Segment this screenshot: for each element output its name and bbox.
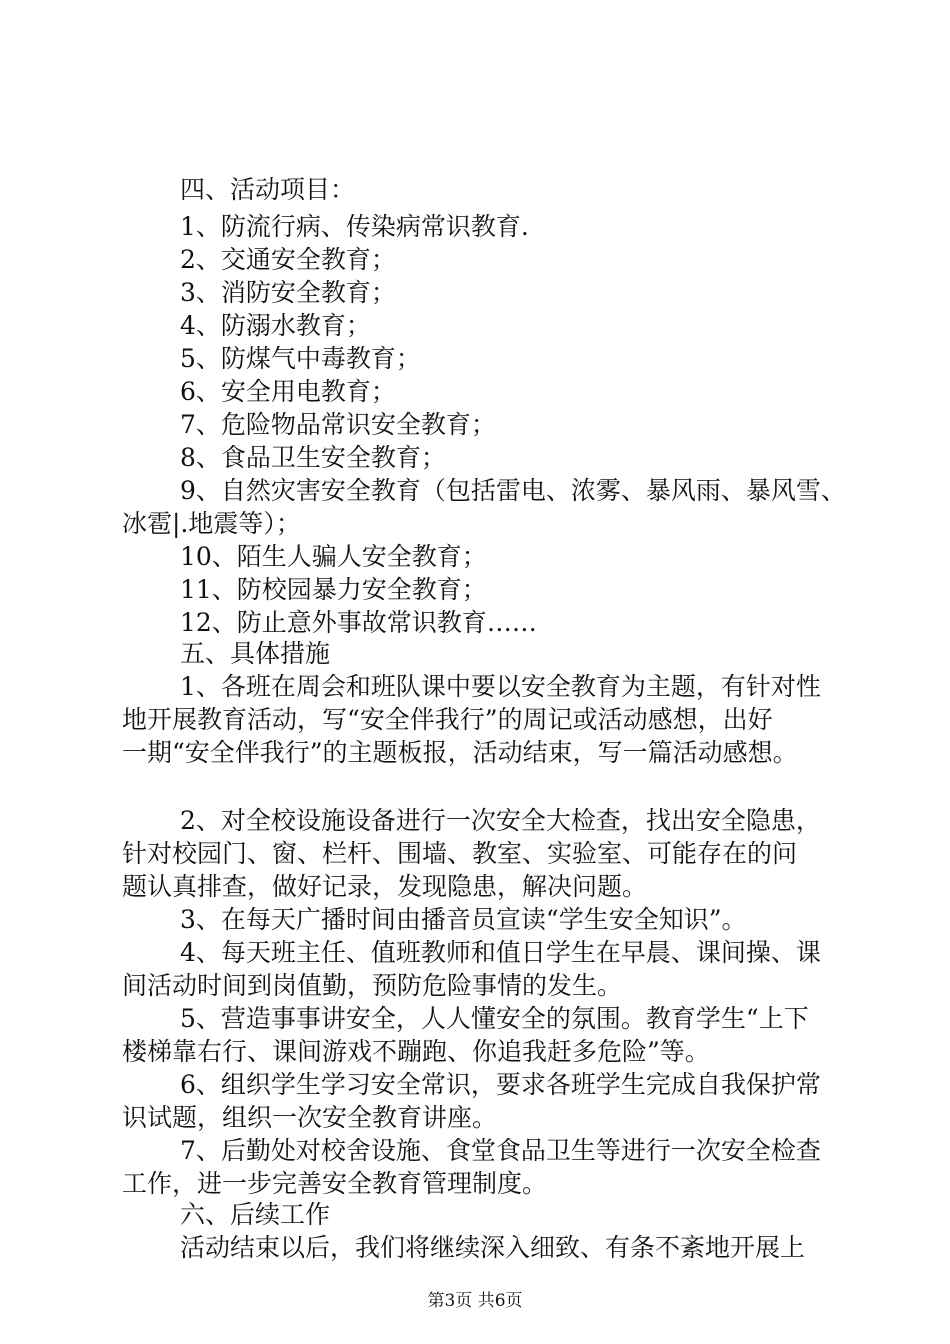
section-heading-measures: 五、具体措施 <box>180 639 331 668</box>
section-heading-activities: 四、活动项目： <box>180 175 356 204</box>
list-item: 9、自然灾害安全教育（包括雷电、浓雾、暴风雨、暴风雪、 <box>180 476 846 505</box>
paragraph-line: 针对校园门、窗、栏杆、围墙、教室、实验室、可能存在的问 <box>122 839 798 868</box>
list-item: 6、安全用电教育； <box>180 377 396 406</box>
paragraph-line: 1、各班在周会和班队课中要以安全教育为主题，有针对性 <box>180 672 821 701</box>
list-item: 5、防煤气中毒教育； <box>180 344 421 373</box>
list-item: 4、防溺水教育； <box>180 311 371 340</box>
paragraph-line: 活动结束以后，我们将继续深入细致、有条不紊地开展上 <box>180 1233 806 1262</box>
paragraph-line: 题认真排查，做好记录，发现隐患，解决问题。 <box>122 872 648 901</box>
paragraph-line: 识试题，组织一次安全教育讲座。 <box>122 1103 498 1132</box>
list-item: 2、交通安全教育； <box>180 245 396 274</box>
section-heading-followup: 六、后续工作 <box>180 1200 331 1229</box>
list-item: 12、防止意外事故常识教育…… <box>180 608 537 637</box>
list-item: 8、食品卫生安全教育； <box>180 443 446 472</box>
paragraph-line: 楼梯靠右行、课间游戏不蹦跑、你追我赶多危险”等。 <box>122 1037 710 1066</box>
page-number-footer: 第3页 共6页 <box>427 1291 523 1311</box>
list-item: 3、消防安全教育； <box>180 278 396 307</box>
paragraph-line: 3、在每天广播时间由播音员宣读“学生安全知识”。 <box>180 905 747 934</box>
paragraph-line: 地开展教育活动，写“安全伴我行”的周记或活动感想，出好 <box>122 705 773 734</box>
paragraph-line: 2、对全校设施设备进行一次安全大检查，找出安全隐患， <box>180 806 821 835</box>
paragraph-line: 4、每天班主任、值班教师和值日学生在早晨、课间操、课 <box>180 938 821 967</box>
paragraph-line: 6、组织学生学习安全常识，要求各班学生完成自我保护常 <box>180 1070 821 1099</box>
list-item: 10、陌生人骗人安全教育； <box>180 542 487 571</box>
paragraph-line: 间活动时间到岗值勤，预防危险事情的发生。 <box>122 971 623 1000</box>
paragraph-line: 工作，进一步完善安全教育管理制度。 <box>122 1169 548 1198</box>
list-item: 11、防校园暴力安全教育； <box>180 575 487 604</box>
paragraph-line: 一期“安全伴我行”的主题板报，活动结束，写一篇活动感想。 <box>122 738 798 767</box>
paragraph-line: 7、后勤处对校舍设施、食堂食品卫生等进行一次安全检查 <box>180 1136 821 1165</box>
list-item: 7、危险物品常识安全教育； <box>180 410 496 439</box>
list-item: 1、防流行病、传染病常识教育. <box>180 212 529 241</box>
paragraph-line: 5、营造事事讲安全，人人懂安全的氛围。教育学生“上下 <box>180 1004 809 1033</box>
list-item-continuation: 冰雹|.地震等）； <box>122 509 301 538</box>
